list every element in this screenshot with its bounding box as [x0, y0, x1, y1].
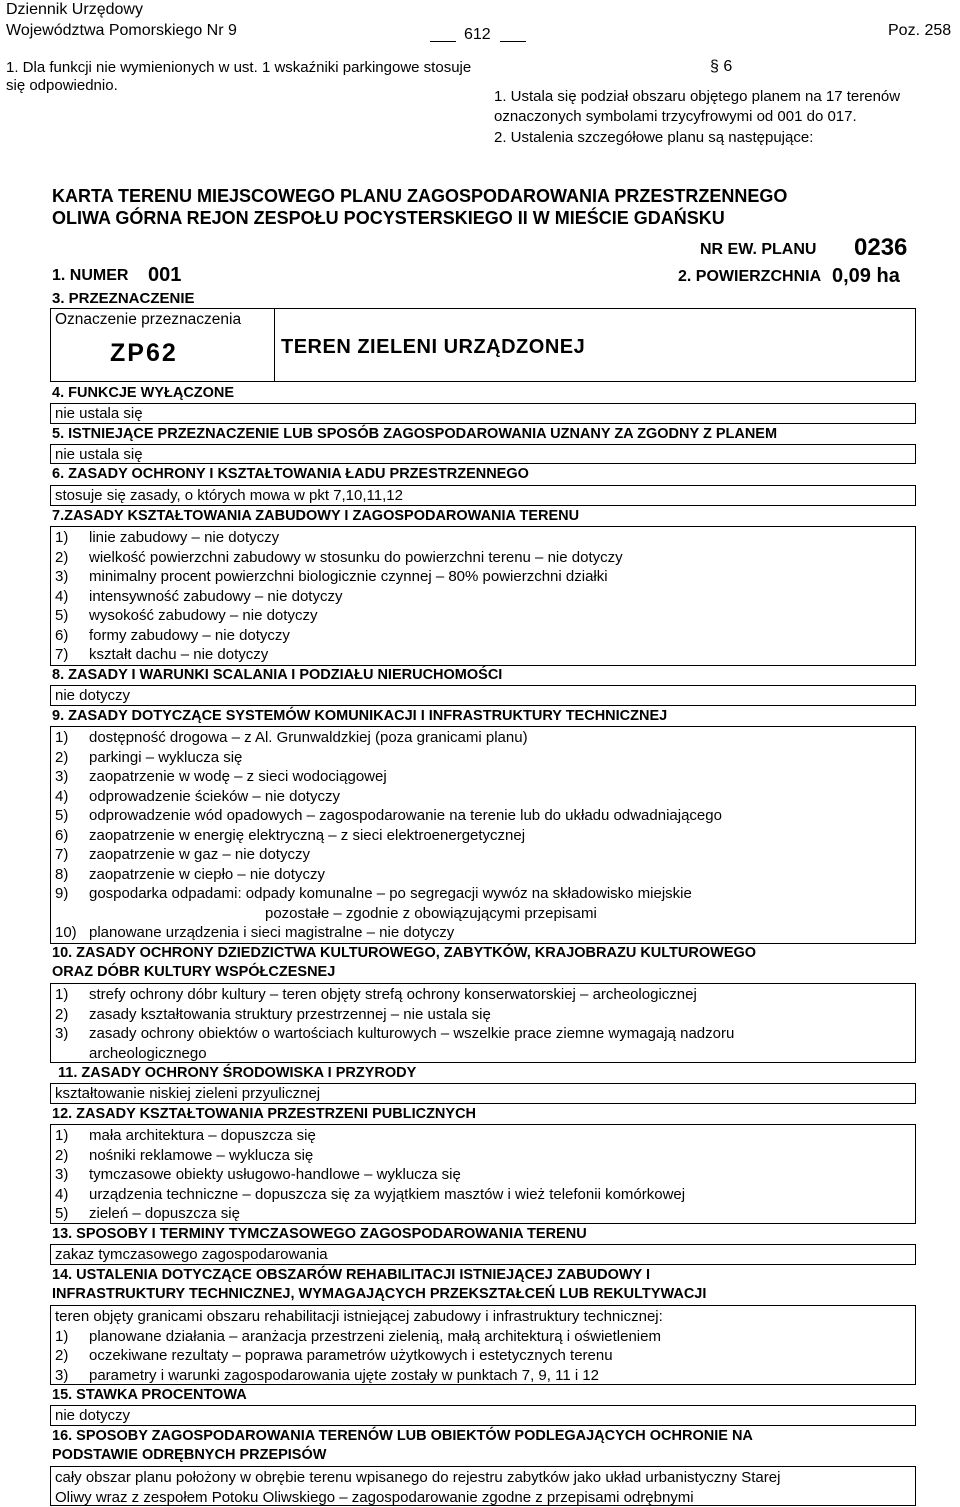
position-number: Poz. 258 [888, 22, 952, 39]
list-item: 6) formy zabudowy – nie dotyczy [55, 626, 290, 644]
intro-item-2: 2. Ustalenia szczegółowe planu są następujące: [494, 129, 814, 146]
purpose-code-label: Oznaczenie przeznaczenia [55, 311, 242, 328]
section-15-title: 15. STAWKA PROCENTOWA [52, 1387, 247, 1403]
section-11-text: kształtowanie niskiej zieleni przyulicznej [55, 1085, 321, 1102]
section-15-box [50, 1405, 916, 1426]
section-14-title-line1: 14. USTALENIA DOTYCZĄCE OBSZARÓW REHABILITACJI ISTNIEJĄCEJ ZABUDOWY I [52, 1267, 651, 1283]
section-16-text-line1: cały obszar planu położony w obrębie terenu wpisanego do rejestru zabytków jako układ urbanistyczny Starej [55, 1469, 781, 1486]
section-7-title: 7.ZASADY KSZTAŁTOWANIA ZABUDOWY I ZAGOSPODAROWANIA TERENU [52, 508, 580, 524]
list-item: 1) linie zabudowy – nie dotyczy [55, 529, 280, 546]
area-label: 2. POWIERZCHNIA [678, 268, 822, 285]
list-item: 6) zaopatrzenie w energię elektryczną – z sieci elektroenergetycznej [55, 826, 526, 844]
list-item-continuation: pozostałe – zgodnie z obowiązującymi przepisami [265, 904, 597, 922]
list-item: 5) zieleń – dopuszcza się [55, 1205, 240, 1222]
section-8-text: nie dotyczy [55, 687, 131, 704]
intro-left-paragraph: 1. Dla funkcji nie wymienionych w ust. 1 wskaźniki parkingowe stosuje się odpowiednio. [6, 59, 472, 94]
section-10-title-line2: ORAZ DÓBR KULTURY WSPÓŁCZESNEJ [52, 964, 336, 980]
section-9-box [50, 726, 916, 944]
list-item: 4) intensywność zabudowy – nie dotyczy [55, 587, 343, 605]
section-14-box [50, 1305, 916, 1385]
section-8-title: 8. ZASADY I WARUNKI SCALANIA I PODZIAŁU NIERUCHOMOŚCI [52, 667, 503, 683]
section-4-title: 4. FUNKCJE WYŁĄCZONE [52, 385, 235, 401]
section-12-box [50, 1124, 916, 1224]
list-item: 7) kształt dachu – nie dotyczy [55, 646, 269, 663]
section-6-box [50, 485, 916, 506]
publication-name: Dziennik Urzędowy [6, 1, 143, 18]
card-title-line1: KARTA TERENU MIEJSCOWEGO PLANU ZAGOSPODAROWANIA PRZESTRZENNEGO [52, 186, 788, 206]
section-5-text: nie ustala się [55, 446, 143, 463]
list-item: 4) odprowadzenie ścieków – nie dotyczy [55, 787, 340, 805]
section-5-box [50, 444, 916, 464]
list-item-continuation: archeologicznego [89, 1044, 207, 1062]
section-6-text: stosuje się zasady, o których mowa w pkt 7,10,11,12 [55, 487, 403, 504]
list-item: 1) mała architektura – dopuszcza się [55, 1127, 316, 1144]
plan-number-value: 0236 [854, 234, 908, 261]
page-number-rule-left [430, 41, 456, 42]
section-10-box [50, 983, 916, 1063]
section-15-text: nie dotyczy [55, 1407, 131, 1424]
region-issue: Województwa Pomorskiego Nr 9 [6, 22, 237, 39]
number-label: 1. NUMER [52, 267, 129, 284]
list-item: 1) planowane działania – aranżacja przestrzeni zielenią, małą architekturą i oświetleniem [55, 1327, 661, 1345]
section-16-box [50, 1466, 916, 1506]
section-13-text: zakaz tymczasowego zagospodarowania [55, 1246, 328, 1263]
section-11-box [50, 1083, 916, 1104]
list-item: 3) zaopatrzenie w wodę – z sieci wodociągowej [55, 768, 387, 785]
list-item: 3) tymczasowe obiekty usługowo-handlowe – wyklucza się [55, 1166, 461, 1183]
section-16-title-line1: 16. SPOSOBY ZAGOSPODAROWANIA TERENÓW LUB OBIEKTÓW PODLEGAJĄCYCH OCHRONIE NA [52, 1428, 753, 1444]
section-mark: § 6 [710, 58, 733, 75]
list-item: 3) minimalny procent powierzchni biologicznie czynnej – 80% powierzchni działki [55, 568, 608, 585]
purpose-name: TEREN ZIELENI URZĄDZONEJ [281, 336, 586, 358]
list-item: 2) wielkość powierzchni zabudowy w stosunku do powierzchni terenu – nie dotyczy [55, 548, 623, 566]
purpose-code: ZP62 [110, 339, 178, 367]
list-item: 2) oczekiwane rezultaty – poprawa parametrów użytkowych i estetycznych terenu [55, 1347, 613, 1364]
plan-number-label: NR EW. PLANU [700, 241, 817, 258]
page-number: 612 [464, 26, 491, 43]
list-item: 8) zaopatrzenie w ciepło – nie dotyczy [55, 865, 325, 883]
section-4-box [50, 403, 916, 424]
list-item: 1) strefy ochrony dóbr kultury – teren objęty strefą ochrony konserwatorskiej – archeologicznej [55, 986, 697, 1003]
list-item: 9) gospodarka odpadami: odpady komunalne – po segregacji wywóz na składowisko miejskie [55, 885, 692, 902]
section-11-title: 11. ZASADY OCHRONY ŚRODOWISKA I PRZYRODY [58, 1065, 417, 1081]
card-title-line2: OLIWA GÓRNA REJON ZESPOŁU POCYSTERSKIEGO II W MIEŚCIE GDAŃSKU [52, 208, 725, 228]
section-5-title: 5. ISTNIEJĄCE PRZEZNACZENIE LUB SPOSÓB ZAGOSPODAROWANIA UZNANY ZA ZGODNY Z PLANEM [52, 426, 778, 442]
page-number-rule-right [500, 41, 526, 42]
section-14-title-line2: INFRASTRUKTURY TECHNICZNEJ, WYMAGAJĄCYCH PRZEKSZTAŁCEŃ LUB REKULTYWACJI [52, 1286, 707, 1302]
intro-item-1: 1. Ustala się podział obszaru objętego planem na 17 terenów oznaczonych symbolami trzycyfrowymi od 001 do 017. [494, 88, 901, 125]
list-item: 2) parkingi – wyklucza się [55, 748, 243, 766]
list-item: 2) zasady kształtowania struktury przestrzennej – nie ustala się [55, 1005, 491, 1023]
section-16-text-line2: Oliwy wraz z zespołem Potoku Oliwskiego – zagospodarowanie zgodne z przepisami odrębnymi [55, 1488, 694, 1506]
list-item: 5) odprowadzenie wód opadowych – zagospodarowanie na terenie lub do układu odwadniającego [55, 807, 722, 824]
section-13-title: 13. SPOSOBY I TERMINY TYMCZASOWEGO ZAGOSPODAROWANIA TERENU [52, 1226, 587, 1242]
section-10-title-line1: 10. ZASADY OCHRONY DZIEDZICTWA KULTUROWEGO, ZABYTKÓW, KRAJOBRAZU KULTUROWEGO [52, 945, 757, 961]
section-4-text: nie ustala się [55, 405, 143, 422]
list-item: 1) dostępność drogowa – z Al. Grunwaldzkiej (poza granicami planu) [55, 729, 528, 746]
number-value: 001 [148, 264, 182, 286]
area-value: 0,09 ha [832, 265, 900, 287]
list-item: 4) urządzenia techniczne – dopuszcza się za wyjątkiem masztów i wież telefonii komórkowej [55, 1185, 686, 1203]
list-item: 10) planowane urządzenia i sieci magistralne – nie dotyczy [55, 924, 455, 941]
section-12-title: 12. ZASADY KSZTAŁTOWANIA PRZESTRZENI PUBLICZNYCH [52, 1106, 477, 1122]
section-8-box [50, 685, 916, 706]
list-item: 3) parametry i warunki zagospodarowania ujęte zostały w punktach 7, 9, 11 i 12 [55, 1366, 600, 1384]
section-9-title: 9. ZASADY DOTYCZĄCE SYSTEMÓW KOMUNIKACJI I INFRASTRUKTURY TECHNICZNEJ [52, 708, 668, 724]
list-item: 5) wysokość zabudowy – nie dotyczy [55, 607, 318, 624]
section-7-box [50, 526, 916, 666]
section-16-title-line2: PODSTAWIE ODRĘBNYCH PRZEPISÓW [52, 1447, 327, 1463]
section-6-title: 6. ZASADY OCHRONY I KSZTAŁTOWANIA ŁADU PRZESTRZENNEGO [52, 466, 529, 482]
list-item-intro: teren objęty granicami obszaru rehabilitacji istniejącej zabudowy i infrastruktury technicznej: [55, 1308, 663, 1325]
purpose-box-divider [274, 308, 275, 382]
purpose-label: 3. PRZEZNACZENIE [52, 290, 195, 307]
list-item: 7) zaopatrzenie w gaz – nie dotyczy [55, 846, 310, 863]
list-item: 3) zasady ochrony obiektów o wartościach kulturowych – wszelkie prace ziemne wymagają nadzoru [55, 1025, 735, 1042]
list-item: 2) nośniki reklamowe – wyklucza się [55, 1146, 314, 1164]
section-13-box [50, 1244, 916, 1265]
